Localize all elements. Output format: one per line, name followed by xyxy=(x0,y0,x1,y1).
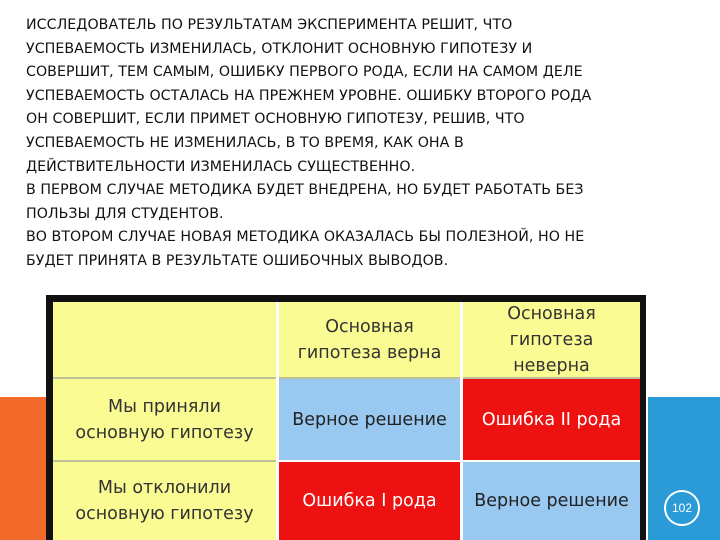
paragraph-line: УСПЕВАЕМОСТЬ ИЗМЕНИЛАСЬ, ОТКЛОНИТ ОСНОВНУЮ ГИПОТЕЗУ И xyxy=(26,40,533,57)
paragraph-line: УСПЕВАЕМОСТЬ НЕ ИЗМЕНИЛАСЬ, В ТО ВРЕМЯ, КАК ОНА В xyxy=(26,134,464,151)
header-hypothesis-true: Основная гипотеза верна xyxy=(279,302,460,379)
row-label-accepted: Мы приняли основную гипотезу xyxy=(53,379,276,462)
cell-type-ii-error: Ошибка II рода xyxy=(463,379,640,462)
paragraph-line: В ПЕРВОМ СЛУЧАЕ МЕТОДИКА БУДЕТ ВНЕДРЕНА, НО БУДЕТ РАБОТАТЬ БЕЗ xyxy=(26,182,584,199)
cell-type-i-error: Ошибка I рода xyxy=(279,462,460,540)
error-types-table xyxy=(46,295,646,540)
paragraph-line: ОН СОВЕРШИТ, ЕСЛИ ПРИМЕТ ОСНОВНУЮ ГИПОТЕЗУ, РЕШИВ, ЧТО xyxy=(26,111,525,128)
paragraph-line: УСПЕВАЕМОСТЬ ОСТАЛАСЬ НА ПРЕЖНЕМ УРОВНЕ. ОШИБКУ ВТОРОГО РОДА xyxy=(26,87,592,104)
header-hypothesis-false: Основная гипотеза неверна xyxy=(463,302,640,379)
cell-correct-decision: Верное решение xyxy=(279,379,460,462)
paragraph-line: БУДЕТ ПРИНЯТА В РЕЗУЛЬТАТЕ ОШИБОЧНЫХ ВЫВОДОВ. xyxy=(26,252,449,269)
paragraph-line: СОВЕРШИТ, ТЕМ САМЫМ, ОШИБКУ ПЕРВОГО РОДА, ЕСЛИ НА САМОМ ДЕЛЕ xyxy=(26,64,583,81)
page-number-badge: 102 xyxy=(664,490,700,526)
paragraph-line: ИССЛЕДОВАТЕЛЬ ПО РЕЗУЛЬТАТАМ ЭКСПЕРИМЕНТА РЕШИТ, ЧТО xyxy=(26,17,513,33)
orange-accent-bar xyxy=(0,397,46,540)
paragraph-line: ПОЛЬЗЫ ДЛЯ СТУДЕНТОВ. xyxy=(26,205,224,222)
row-label-rejected: Мы отклонили основную гипотезу xyxy=(53,462,276,540)
explanation-paragraph xyxy=(26,14,706,274)
paragraph-line: ВО ВТОРОМ СЛУЧАЕ НОВАЯ МЕТОДИКА ОКАЗАЛАСЬ БЫ ПОЛЕЗНОЙ, НО НЕ xyxy=(26,229,585,246)
paragraph-line: ДЕЙСТВИТЕЛЬНОСТИ ИЗМЕНИЛАСЬ СУЩЕСТВЕННО. xyxy=(26,158,416,175)
corner-cell xyxy=(53,302,276,379)
error-types-grid xyxy=(53,302,640,540)
cell-correct-decision: Верное решение xyxy=(463,462,640,540)
